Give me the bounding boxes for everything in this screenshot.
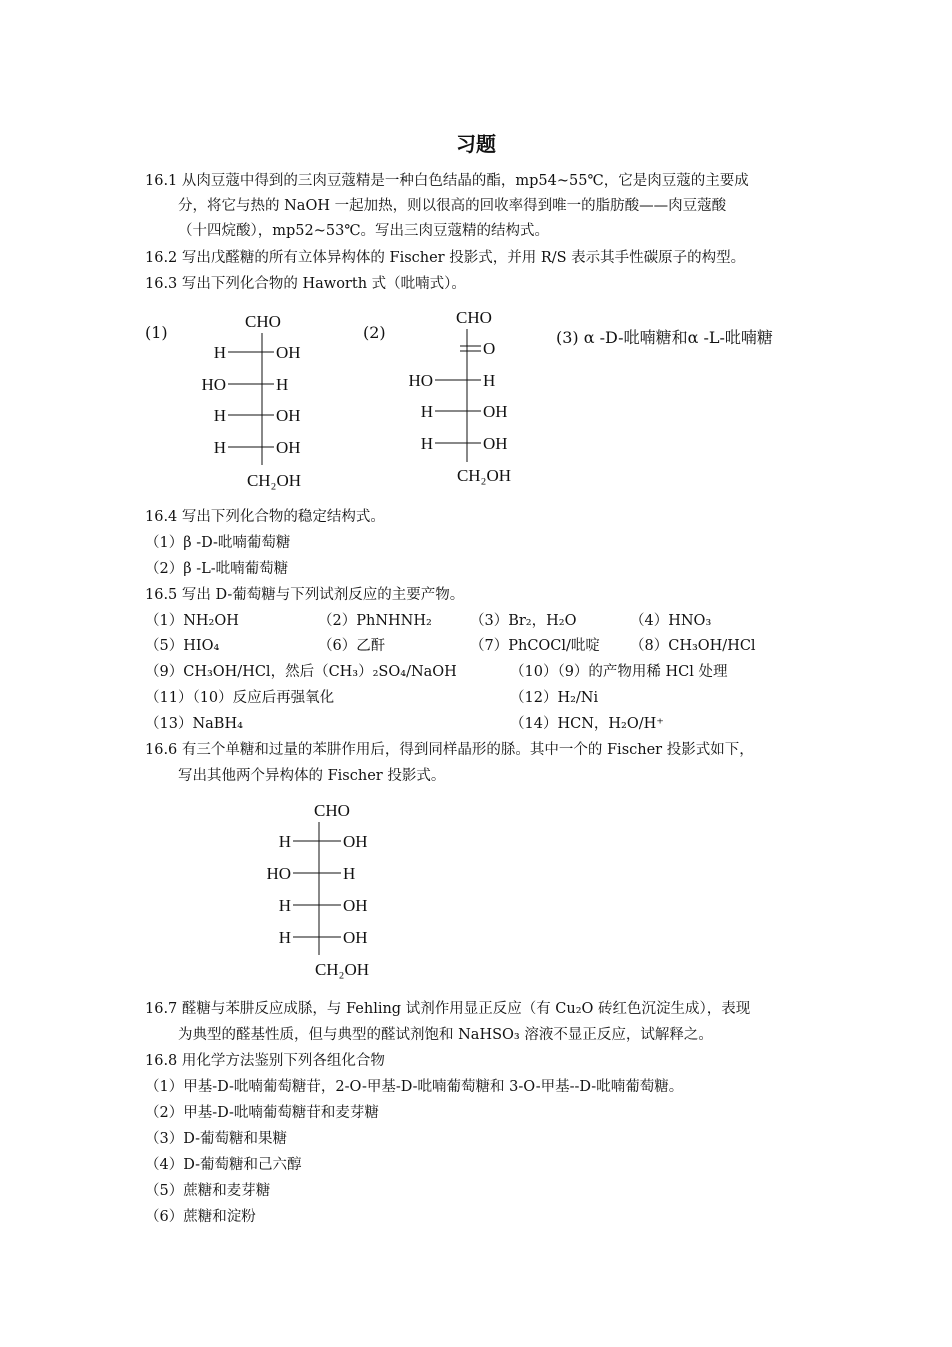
q16-1-line1: 16.1 从肉豆蔻中得到的三肉豆蔻精是一种白色结晶的酯，mp54~55℃，它是肉豆蔻的主要成 (145, 173, 749, 189)
q16-5-item-10: （10）（9）的产物用稀 HCl 处理 (510, 664, 728, 680)
fischer-projection-2 (395, 302, 535, 496)
fig2-r3-left: H (420, 434, 433, 453)
fischer-projection-4 (245, 795, 405, 989)
q16-6-line1: 16.6 有三个单糖和过量的苯肼作用后，得到同样晶形的脎。其中一个的 Fischer 投影式如下， (145, 742, 754, 758)
q16-5-item-14: （14）HCN，H₂O/H⁺ (510, 716, 664, 732)
q16-8-item-6: （6）蔗糖和淀粉 (145, 1209, 256, 1225)
fig1-top: CHO (245, 312, 281, 331)
q16-6-line2: 写出其他两个异构体的 Fischer 投影式。 (178, 768, 446, 784)
fig2-bottom: CH₂OH (456, 466, 512, 485)
fig1-r2-right: H (276, 375, 289, 394)
fig4-r3-right: OH (343, 896, 368, 915)
fig1-r3-right: OH (276, 406, 301, 425)
q16-8-item-3: （3）D-葡萄糖和果糖 (145, 1131, 288, 1147)
fig4-bottom: CH₂OH (314, 960, 370, 979)
fig1-r1-left: H (213, 343, 226, 362)
q16-5: 16.5 写出 D-葡萄糖与下列试剂反应的主要产物。 (145, 587, 465, 603)
fig2-label: (2) (363, 323, 386, 342)
q16-5-item-4: （4）HNO₃ (630, 613, 712, 629)
q16-1-line2: 分，将它与热的 NaOH 一起加热，则以很高的回收率得到唯一的脂肪酸——肉豆蔻酸 (178, 198, 727, 214)
fischer-projection-1 (190, 305, 330, 499)
fig2-r2-right: OH (483, 402, 508, 421)
q16-8: 16.8 用化学方法鉴别下列各组化合物 (145, 1053, 385, 1069)
q16-7-line1: 16.7 醛糖与苯肼反应成脎，与 Fehling 试剂作用显正反应（有 Cu₂O 砖红色沉淀生成），表现 (145, 1001, 751, 1017)
fig1-bottom: CH₂OH (246, 471, 302, 490)
q16-1-line3: （十四烷酸），mp52~53℃。写出三肉豆蔻精的结构式。 (178, 223, 550, 239)
q16-5-item-11: （11）（10）反应后再强氧化 (145, 690, 335, 706)
fig3-label: (3) α -D-吡喃糖和α -L-吡喃糖 (556, 328, 773, 347)
page-title: 习题 (456, 132, 496, 156)
q16-8-item-2: （2）甲基-D-吡喃葡萄糖苷和麦芽糖 (145, 1105, 379, 1121)
fig4-top: CHO (314, 801, 350, 820)
q16-5-item-13: （13）NaBH₄ (145, 716, 243, 732)
fig2-r3-right: OH (483, 434, 508, 453)
q16-8-item-5: （5）蔗糖和麦芽糖 (145, 1183, 271, 1199)
fig2-top: CHO (456, 308, 492, 327)
fig2-r1-right: H (483, 371, 496, 390)
q16-5-item-8: （8）CH₃OH/HCl (630, 638, 756, 654)
fig2-r1-left: HO (408, 371, 433, 390)
fig4-r4-right: OH (343, 928, 368, 947)
fig4-r4-left: H (278, 928, 291, 947)
q16-5-item-5: （5）HIO₄ (145, 638, 220, 654)
fig1-r4-left: H (213, 438, 226, 457)
q16-5-item-3: （3）Br₂，H₂O (470, 613, 577, 629)
q16-8-item-4: （4）D-葡萄糖和己六醇 (145, 1157, 302, 1173)
fig4-r2-right: H (343, 864, 356, 883)
q16-4-item-1: （1）β -D-吡喃葡萄糖 (145, 535, 291, 551)
q16-2: 16.2 写出戊醛糖的所有立体异构体的 Fischer 投影式，并用 R/S 表示其手性碳原子的构型。 (145, 250, 746, 266)
q16-7-line2: 为典型的醛基性质，但与典型的醛试剂饱和 NaHSO₃ 溶液不显正反应，试解释之。 (178, 1027, 713, 1043)
q16-5-item-9: （9）CH₃OH/HCl，然后（CH₃）₂SO₄/NaOH (145, 664, 457, 680)
fig4-r2-left: HO (266, 864, 291, 883)
q16-5-item-12: （12）H₂/Ni (510, 690, 599, 706)
q16-5-item-1: （1）NH₂OH (145, 613, 239, 629)
fig1-r2-left: HO (201, 375, 226, 394)
fig1-r4-right: OH (276, 438, 301, 457)
q16-5-item-2: （2）PhNHNH₂ (318, 613, 432, 629)
q16-5-item-6: （6）乙酐 (318, 638, 386, 654)
fig4-r3-left: H (278, 896, 291, 915)
q16-4: 16.4 写出下列化合物的稳定结构式。 (145, 509, 385, 525)
q16-4-item-2: （2）β -L-吡喃葡萄糖 (145, 561, 289, 577)
fig4-r1-left: H (278, 832, 291, 851)
fig1-r3-left: H (213, 406, 226, 425)
q16-5-item-7: （7）PhCOCl/吡啶 (470, 638, 600, 654)
fig2-r2-left: H (420, 402, 433, 421)
fig1-label: (1) (145, 323, 168, 342)
fig1-r1-right: OH (276, 343, 301, 362)
fig2-carbonyl-o: O (483, 339, 496, 358)
q16-8-item-1: （1）甲基-D-吡喃葡萄糖苷，2-O-甲基-D-吡喃葡萄糖和 3-O-甲基--D-吡喃葡萄糖。 (145, 1079, 684, 1095)
fig4-r1-right: OH (343, 832, 368, 851)
q16-3: 16.3 写出下列化合物的 Haworth 式（吡喃式）。 (145, 276, 466, 292)
